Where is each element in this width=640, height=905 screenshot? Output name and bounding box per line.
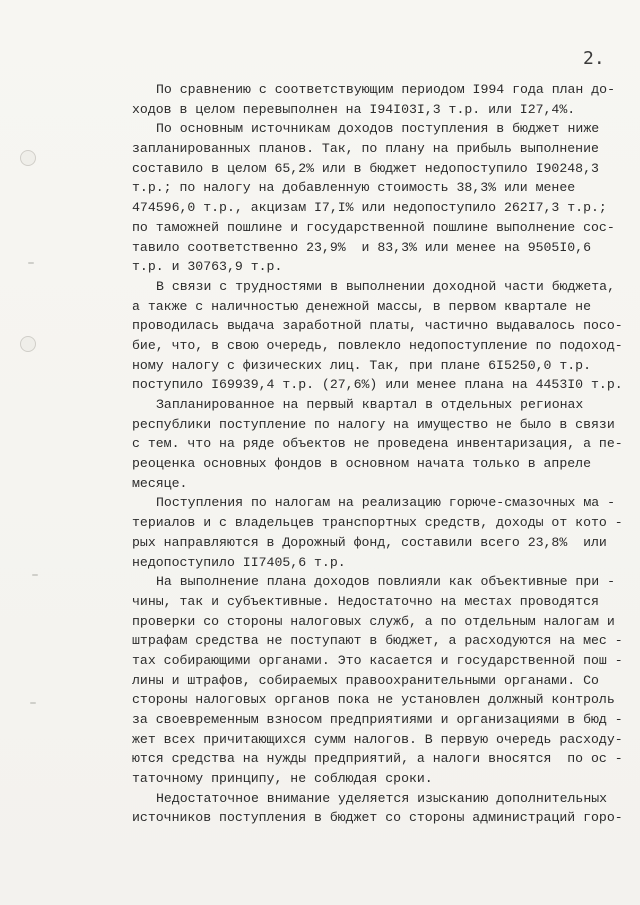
text-line: т.р.; по налогу на добавленную стоимость 38,3% или менее [132,180,576,196]
text-line: т.р. и 30763,9 т.р. [132,259,283,275]
text-line: республики поступление по налогу на имущество не было в связи [132,416,615,432]
text-line: тах собирающими органами. Это касается и государственной пош - [132,652,623,668]
text-line: проверки со стороны налоговых служб, а по отдельным налогам и [132,613,615,629]
scan-speck [30,702,36,704]
text-line: проводилась выдача заработной платы, частично выдавалось посо- [132,318,623,334]
text-line: По сравнению с соответствующим периодом I994 года план до- [156,82,615,97]
text-line: Поступления по налогам на реализацию горюче-смазочных ма - [156,495,615,511]
text-line: за своевременным взносом предприятиями и организациями в бюд - [132,712,623,727]
punch-hole-mark [20,336,36,352]
text-line: В связи с трудностями в выполнении доходной части бюджета, [156,278,615,294]
text-line: жет всех причитающихся сумм налогов. В первую очередь расходу- [132,731,623,747]
scan-speck [32,574,38,576]
text-line: а также с наличностью денежной массы, в первом квартале не [132,298,591,314]
page-number: 2. [583,48,605,69]
text-line: ются средства на нужды предприятий, а налоги вносятся по ос - [132,751,623,767]
text-line: недопоступило II7405,6 т.р. [132,554,346,570]
punch-hole-mark [20,150,36,166]
text-line: териалов и с владельцев транспортных средств, доходы от кото - [132,515,623,531]
scan-speck [28,262,34,264]
text-line: рых направляются в Дорожный фонд, составили всего 23,8% или [132,534,607,550]
text-line: месяце. [132,475,188,491]
text-line: По основным источникам доходов поступления в бюджет ниже [156,121,600,137]
text-line: Запланированное на первый квартал в отдельных регионах [156,397,584,412]
text-line: лины и штрафов, собираемых правоохранительными органами. Со [132,672,599,688]
text-line: стороны налоговых органов пока не установлен должный контроль [132,692,615,708]
text-line: тавило соответственно 23,9% и 83,3% или менее на 9505I0,6 [132,239,591,255]
text-line: 474596,0 т.р., акцизам I7,I% или недопоступило 262I7,3 т.р.; [132,200,607,216]
text-line: поступило I69939,4 т.р. (27,6%) или менее плана на 4453I0 т.р. [132,377,623,393]
text-line: запланированных планов. Так, по плану на прибыль выполнение [132,141,599,157]
text-line: источников поступления в бюджет со стороны администраций горо- [132,810,623,826]
text-line: Недостаточное внимание уделяется изысканию дополнительных [156,790,608,806]
text-line: составило в целом 65,2% или в бюджет недопоступило I90248,3 [132,160,599,176]
text-line: чины, так и субъективные. Недостаточно на местах проводятся [132,593,599,609]
text-line: ходов в целом перевыполнен на I94I03I,3 т.р. или I27,4%. [132,101,576,117]
text-line: по таможней пошлине и государственной пошлине выполнение сос- [132,219,615,235]
text-line: бие, что, в свою очередь, повлекло недопоступление по подоход- [132,337,623,353]
text-line: с тем. что на ряде объектов не проведена инвентаризация, а пе- [132,436,623,452]
text-line: ному налогу с физических лиц. Так, при плане 6I5250,0 т.р. [132,357,591,373]
document-body-text [132,80,623,828]
text-line: реоценка основных фондов в основном начата только в апреле [132,456,591,472]
text-line: На выполнение плана доходов повлияли как объективные при - [156,574,615,590]
text-line: штрафам средства не поступают в бюджет, а расходуются на мес - [132,633,623,649]
text-line: таточному принципу, не соблюдая сроки. [132,771,433,787]
